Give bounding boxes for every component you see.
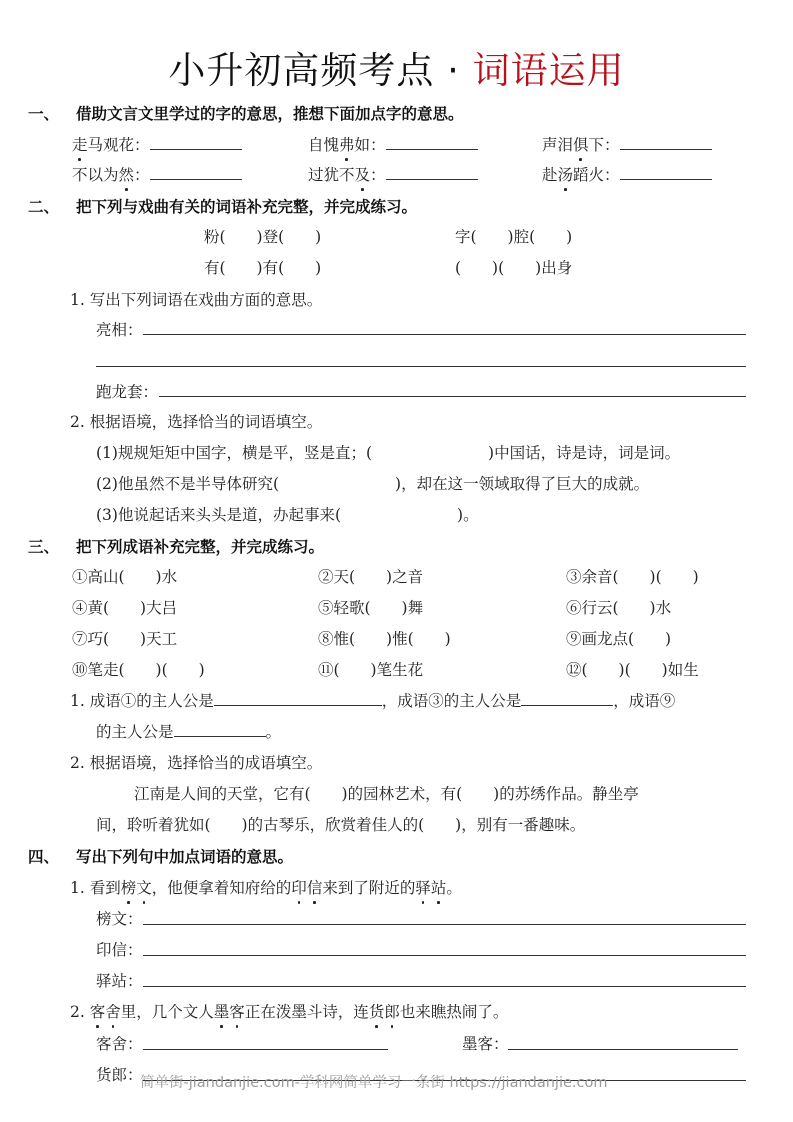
term-yizhan: 驿站： — [96, 972, 143, 990]
emphasis-dot-char: 弗 — [339, 133, 355, 155]
answer-blank[interactable] — [386, 134, 478, 150]
emphasis-dot-char: 俱 — [573, 133, 589, 155]
term-liangxiang: 亮相： — [96, 321, 143, 339]
answer-line[interactable] — [143, 1049, 388, 1050]
s3-q1-line2: 的主人公是 。 — [96, 723, 282, 741]
opera-word-3: 有( )有( ) — [204, 259, 322, 277]
section2-heading — [28, 195, 417, 217]
answer-blank[interactable] — [620, 164, 712, 180]
s2-sentence-1: (1)规规矩矩中国字，横是平，竖是直；( )中国话，诗是诗，词是词。 — [96, 444, 681, 462]
section-number: 三、 — [28, 538, 60, 556]
emphasis-dot-char: 及 — [355, 163, 371, 185]
emphasis-word: 印信 — [291, 879, 322, 897]
term-huolang: 货郎： — [96, 1066, 143, 1084]
idiom-8: ⑧惟( )惟( ) — [318, 630, 451, 648]
page-title — [0, 40, 793, 94]
opera-word-1: 粉( )登( ) — [204, 228, 322, 246]
s3-q2-label: 2. 根据语境，选择恰当的成语填空。 — [70, 754, 323, 772]
emphasis-word: 榜文 — [121, 879, 152, 897]
emphasis-word: 驿站 — [415, 879, 446, 897]
emphasis-dot-char: 然 — [119, 163, 135, 185]
answer-line[interactable] — [143, 334, 746, 335]
section-heading-text: 写出下列句中加点词语的意思。 — [76, 848, 294, 866]
section-number: 一、 — [28, 105, 60, 123]
idiom-6: ⑥行云( )水 — [566, 599, 672, 617]
s1-item-6: 赴汤蹈火： — [542, 163, 712, 185]
answer-blank[interactable] — [150, 164, 242, 180]
idiom-2: ②天( )之音 — [318, 568, 424, 586]
s1-item-5: 过犹不及： — [308, 163, 478, 185]
title-highlight: 词语运用 — [472, 49, 625, 92]
s3-q2-passage-line2: 间，聆听着犹如( )的古琴乐，欣赏着佳人的( )，别有一番趣味。 — [96, 816, 586, 834]
answer-line[interactable] — [143, 924, 746, 925]
answer-line[interactable] — [508, 1049, 738, 1050]
section-number: 四、 — [28, 848, 60, 866]
s4-q1-sentence: 1. 看到榜文，他便拿着知府给的印信来到了附近的驿站。 — [70, 876, 462, 898]
opera-word-4: ( )( )出身 — [455, 259, 573, 277]
idiom-1: ①高山( )水 — [72, 568, 178, 586]
s3-q1-line1: 1. 成语①的主人公是 ，成语③的主人公是 ，成语⑨ — [70, 692, 676, 710]
s2-q1-label: 1. 写出下列词语在戏曲方面的意思。 — [70, 291, 323, 309]
idiom-10: ⑩笔走( )( ) — [72, 661, 205, 679]
title-main: 小升初高频考点 · — [168, 49, 473, 92]
idiom-4: ④黄( )大吕 — [72, 599, 178, 617]
answer-blank[interactable] — [521, 690, 613, 706]
section-heading-text: 把下列成语补充完整，并完成练习。 — [76, 538, 325, 556]
answer-blank[interactable] — [150, 134, 242, 150]
emphasis-dot-char: 汤 — [558, 163, 574, 185]
section-heading-text: 借助文言文里学过的字的意思，推想下面加点字的意思。 — [76, 105, 464, 123]
emphasis-word: 货郎 — [369, 1003, 400, 1021]
section1-heading — [28, 102, 464, 124]
section4-heading — [28, 845, 293, 867]
term-paolongtao: 跑龙套： — [96, 383, 159, 401]
s1-item-1: 走马观花： — [72, 133, 242, 155]
s4-q2-sentence: 2. 客舍里，几个文人墨客正在泼墨斗诗，连货郎也来瞧热闹了。 — [70, 1000, 508, 1022]
section-heading-text: 把下列与戏曲有关的词语补充完整，并完成练习。 — [76, 198, 418, 216]
idiom-7: ⑦巧( )天工 — [72, 630, 178, 648]
idiom-9: ⑨画龙点( ) — [566, 630, 672, 648]
s1-item-2: 自愧弗如： — [308, 133, 478, 155]
s1-item-3: 声泪俱下： — [542, 133, 712, 155]
s2-sentence-3: (3)他说起话来头头是道，办起事来( )。 — [96, 506, 479, 524]
emphasis-dot-char: 走 — [72, 133, 88, 155]
idiom-12: ⑫( )( )如生 — [566, 661, 699, 679]
idiom-11: ⑪( )笔生花 — [318, 661, 424, 679]
answer-blank[interactable] — [386, 164, 478, 180]
watermark: 简单街-jiandanjie.com-学科网简单学习一条街 https://jiandanjie.com — [140, 1075, 608, 1091]
answer-blank[interactable] — [174, 721, 266, 737]
s1-item-4: 不以为然： — [72, 163, 242, 185]
answer-line[interactable] — [143, 986, 746, 987]
term-yinxin: 印信： — [96, 941, 143, 959]
answer-blank[interactable] — [620, 134, 712, 150]
answer-blank[interactable] — [214, 690, 382, 706]
idiom-5: ⑤轻歌( )舞 — [318, 599, 424, 617]
answer-line[interactable] — [96, 366, 746, 367]
emphasis-word: 墨客 — [214, 1003, 245, 1021]
s3-q2-passage-line1: 江南是人间的天堂，它有( )的园林艺术，有( )的苏绣作品。静坐亭 — [134, 785, 639, 803]
term-keshe: 客舍： — [96, 1035, 143, 1053]
term-moke: 墨客： — [462, 1035, 509, 1053]
emphasis-word: 客舍 — [90, 1003, 121, 1021]
section3-heading — [28, 535, 324, 557]
answer-line[interactable] — [159, 396, 746, 397]
s2-q2-label: 2. 根据语境，选择恰当的词语填空。 — [70, 413, 323, 431]
opera-word-2: 字( )腔( ) — [455, 228, 573, 246]
answer-line[interactable] — [143, 955, 746, 956]
section-number: 二、 — [28, 198, 60, 216]
s2-sentence-2: (2)他虽然不是半导体研究( )，却在这一领域取得了巨大的成就。 — [96, 475, 650, 493]
idiom-3: ③余音( )( ) — [566, 568, 699, 586]
term-bangwen: 榜文： — [96, 910, 143, 928]
